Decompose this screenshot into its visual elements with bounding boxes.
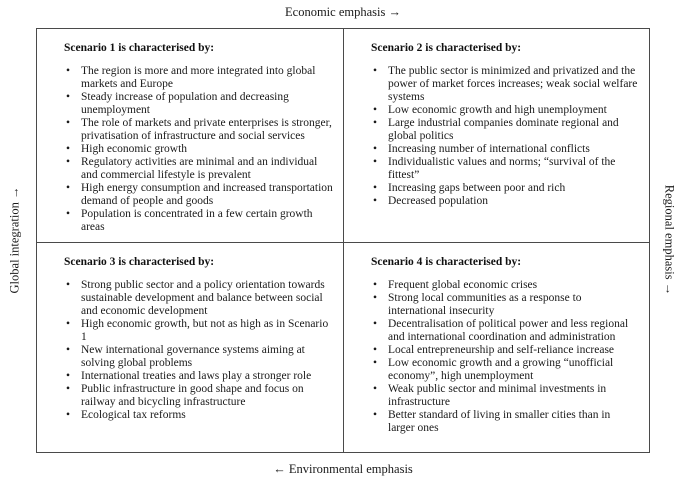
quadrant-scenario-4 (344, 243, 649, 452)
quadrant-scenario-1 (37, 29, 344, 243)
bullet-item: • Local entrepreneurship and self-reliance increase (371, 344, 639, 357)
bullet-item: • Regulatory activities are minimal and an individual and commercial lifestyle is prevalent (64, 156, 333, 182)
bullet-item: • New international governance systems aiming at solving global problems (64, 344, 333, 370)
bullet-item: • Increasing number of international conflicts (371, 143, 639, 156)
scenario-1-title: Scenario 1 is characterised by: (64, 42, 215, 54)
bullet-item: • The public sector is minimized and privatized and the power of market forces increases; weak social welfare systems (371, 65, 639, 104)
quadrant-grid (36, 28, 650, 453)
bullet-item: • Increasing gaps between poor and rich (371, 182, 639, 195)
scenario-3-bullet-list (64, 279, 333, 422)
scenario-2-bullet-list (371, 65, 639, 208)
axis-label-economic-emphasis: Economic emphasis → (285, 5, 401, 19)
bullet-item: • Frequent global economic crises (371, 279, 639, 292)
bullet-item: • Better standard of living in smaller cities than in larger ones (371, 409, 639, 435)
bullet-item: • The region is more and more integrated into global markets and Europe (64, 65, 333, 91)
quadrant-scenario-3 (37, 243, 344, 452)
bullet-item: • Decreased population (371, 195, 639, 208)
axis-label-global-integration: Global integration → (7, 186, 22, 294)
bullet-item: • Large industrial companies dominate regional and global politics (371, 117, 639, 143)
scenario-4-bullet-list (371, 279, 639, 435)
scenario-2-title: Scenario 2 is characterised by: (371, 42, 522, 54)
bullet-item: • Low economic growth and a growing “unofficial economy”, high unemployment (371, 357, 639, 383)
bullet-item: • High energy consumption and increased transportation demand of people and goods (64, 182, 333, 208)
scenario-4-title: Scenario 4 is characterised by: (371, 256, 522, 268)
bullet-item: • High economic growth, but not as high as in Scenario 1 (64, 318, 333, 344)
bullet-item: • Public infrastructure in good shape and focus on railway and bicycling infrastructure (64, 383, 333, 409)
bullet-item: • Weak public sector and minimal investments in infrastructure (371, 383, 639, 409)
quadrant-scenario-2 (344, 29, 649, 243)
bullet-item: • Individualistic values and norms; “survival of the fittest” (371, 156, 639, 182)
bullet-item: • Low economic growth and high unemployment (371, 104, 639, 117)
bullet-item: • Strong local communities as a response to international insecurity (371, 292, 639, 318)
bullet-item: • Strong public sector and a policy orientation towards sustainable development and balance between social and economic development (64, 279, 333, 318)
scenario-1-bullet-list (64, 65, 333, 234)
bullet-item: • The role of markets and private enterprises is stronger, privatisation of infrastructure and social services (64, 117, 333, 143)
bullet-item: • High economic growth (64, 143, 333, 156)
axis-label-environmental-emphasis: ← Environmental emphasis (273, 462, 413, 476)
bullet-item: • Decentralisation of political power and less regional and international coordination and administration (371, 318, 639, 344)
axis-label-regional-emphasis: Regional emphasis → (662, 184, 677, 296)
bullet-item: • International treaties and laws play a stronger role (64, 370, 333, 383)
bullet-item: • Ecological tax reforms (64, 409, 333, 422)
bullet-item: • Population is concentrated in a few certain growth areas (64, 208, 333, 234)
scenario-3-title: Scenario 3 is characterised by: (64, 256, 215, 268)
bullet-item: • Steady increase of population and decreasing unemployment (64, 91, 333, 117)
